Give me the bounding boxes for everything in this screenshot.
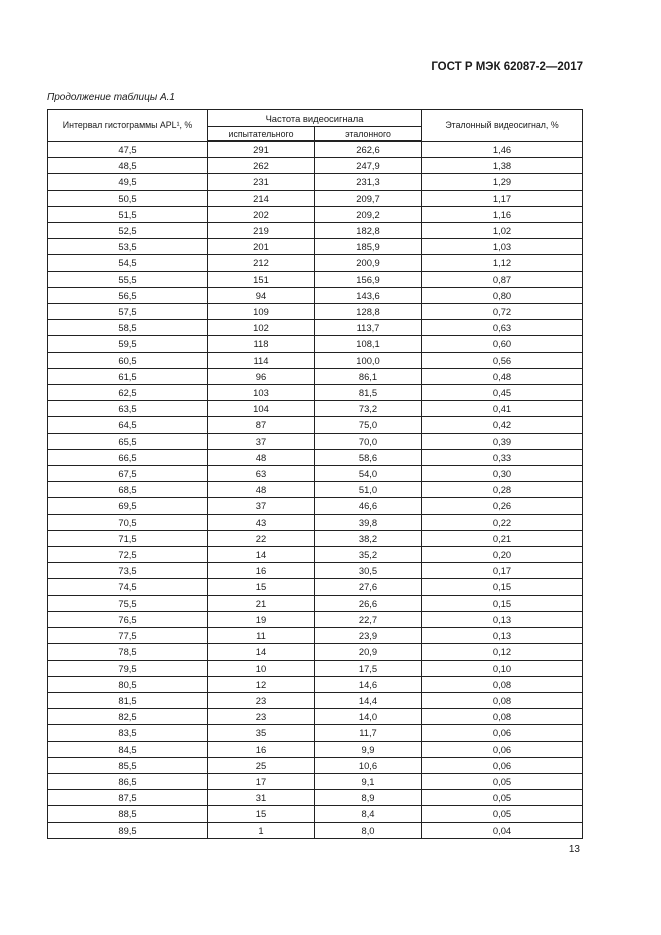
document-standard-header: ГОСТ Р МЭК 62087-2—2017 (431, 61, 583, 73)
table-row (48, 579, 583, 595)
cell-reference-frequency: 8,4 (315, 806, 422, 822)
cell-reference-frequency: 73,2 (315, 401, 422, 417)
cell-reference-signal: 1,38 (422, 158, 583, 174)
table-row (48, 725, 583, 741)
cell-reference-frequency: 51,0 (315, 482, 422, 498)
cell-interval: 58,5 (48, 320, 208, 336)
cell-reference-signal: 0,15 (422, 579, 583, 595)
cell-reference-frequency: 128,8 (315, 304, 422, 320)
cell-reference-signal: 0,20 (422, 547, 583, 563)
page-number: 13 (568, 844, 580, 855)
cell-reference-signal: 0,48 (422, 368, 583, 384)
cell-interval: 63,5 (48, 401, 208, 417)
cell-reference-frequency: 100,0 (315, 352, 422, 368)
cell-reference-signal: 0,56 (422, 352, 583, 368)
cell-reference-signal: 0,39 (422, 433, 583, 449)
cell-reference-frequency: 54,0 (315, 466, 422, 482)
cell-test-frequency: 202 (208, 206, 315, 222)
cell-test-frequency: 219 (208, 223, 315, 239)
cell-reference-signal: 0,06 (422, 741, 583, 757)
cell-reference-signal: 0,04 (422, 822, 583, 838)
cell-test-frequency: 48 (208, 482, 315, 498)
cell-reference-frequency: 14,0 (315, 709, 422, 725)
cell-test-frequency: 21 (208, 595, 315, 611)
header-reference-signal: Эталонный видеосигнал, % (422, 110, 583, 142)
table-row (48, 239, 583, 255)
cell-reference-frequency: 200,9 (315, 255, 422, 271)
cell-reference-frequency: 14,4 (315, 692, 422, 708)
cell-test-frequency: 48 (208, 449, 315, 465)
cell-reference-signal: 0,08 (422, 709, 583, 725)
cell-interval: 87,5 (48, 790, 208, 806)
cell-reference-frequency: 27,6 (315, 579, 422, 595)
cell-reference-frequency: 30,5 (315, 563, 422, 579)
cell-reference-signal: 0,10 (422, 660, 583, 676)
table-row (48, 741, 583, 757)
cell-interval: 66,5 (48, 449, 208, 465)
header-test: испытательного (208, 127, 315, 142)
cell-test-frequency: 87 (208, 417, 315, 433)
cell-test-frequency: 11 (208, 628, 315, 644)
table-row (48, 433, 583, 449)
cell-test-frequency: 35 (208, 725, 315, 741)
table-row (48, 806, 583, 822)
cell-test-frequency: 23 (208, 709, 315, 725)
table-row (48, 190, 583, 206)
histogram-table (47, 109, 583, 839)
table-row (48, 628, 583, 644)
cell-reference-frequency: 185,9 (315, 239, 422, 255)
cell-reference-frequency: 70,0 (315, 433, 422, 449)
cell-test-frequency: 201 (208, 239, 315, 255)
cell-reference-signal: 0,22 (422, 514, 583, 530)
cell-reference-signal: 0,12 (422, 644, 583, 660)
cell-reference-frequency: 10,6 (315, 757, 422, 773)
cell-reference-signal: 0,21 (422, 530, 583, 546)
cell-test-frequency: 109 (208, 304, 315, 320)
cell-test-frequency: 262 (208, 158, 315, 174)
cell-reference-signal: 0,63 (422, 320, 583, 336)
cell-interval: 81,5 (48, 692, 208, 708)
cell-test-frequency: 103 (208, 385, 315, 401)
cell-reference-signal: 0,08 (422, 676, 583, 692)
cell-reference-signal: 1,29 (422, 174, 583, 190)
cell-test-frequency: 1 (208, 822, 315, 838)
cell-interval: 52,5 (48, 223, 208, 239)
cell-interval: 88,5 (48, 806, 208, 822)
cell-test-frequency: 43 (208, 514, 315, 530)
cell-interval: 62,5 (48, 385, 208, 401)
cell-reference-frequency: 108,1 (315, 336, 422, 352)
cell-interval: 79,5 (48, 660, 208, 676)
table-row (48, 676, 583, 692)
cell-reference-frequency: 20,9 (315, 644, 422, 660)
table-row (48, 790, 583, 806)
cell-reference-signal: 0,72 (422, 304, 583, 320)
cell-reference-signal: 0,15 (422, 595, 583, 611)
cell-reference-signal: 0,26 (422, 498, 583, 514)
cell-reference-signal: 0,05 (422, 790, 583, 806)
cell-interval: 80,5 (48, 676, 208, 692)
table-row (48, 822, 583, 838)
table-row (48, 401, 583, 417)
cell-interval: 82,5 (48, 709, 208, 725)
cell-reference-frequency: 22,7 (315, 611, 422, 627)
table-row (48, 530, 583, 546)
cell-test-frequency: 17 (208, 773, 315, 789)
cell-interval: 84,5 (48, 741, 208, 757)
table-row (48, 417, 583, 433)
cell-interval: 73,5 (48, 563, 208, 579)
cell-interval: 55,5 (48, 271, 208, 287)
cell-interval: 70,5 (48, 514, 208, 530)
cell-interval: 47,5 (48, 141, 208, 158)
cell-interval: 76,5 (48, 611, 208, 627)
cell-interval: 78,5 (48, 644, 208, 660)
table-row (48, 368, 583, 384)
cell-reference-signal: 0,06 (422, 725, 583, 741)
cell-interval: 67,5 (48, 466, 208, 482)
cell-interval: 85,5 (48, 757, 208, 773)
cell-test-frequency: 16 (208, 563, 315, 579)
cell-test-frequency: 10 (208, 660, 315, 676)
cell-reference-frequency: 231,3 (315, 174, 422, 190)
table-row (48, 320, 583, 336)
cell-test-frequency: 37 (208, 498, 315, 514)
table-row (48, 287, 583, 303)
cell-interval: 65,5 (48, 433, 208, 449)
cell-reference-frequency: 11,7 (315, 725, 422, 741)
table-row (48, 255, 583, 271)
cell-reference-signal: 0,17 (422, 563, 583, 579)
cell-reference-signal: 0,80 (422, 287, 583, 303)
cell-interval: 59,5 (48, 336, 208, 352)
cell-test-frequency: 37 (208, 433, 315, 449)
cell-test-frequency: 118 (208, 336, 315, 352)
cell-reference-frequency: 81,5 (315, 385, 422, 401)
cell-test-frequency: 104 (208, 401, 315, 417)
cell-reference-signal: 0,42 (422, 417, 583, 433)
cell-interval: 53,5 (48, 239, 208, 255)
cell-interval: 64,5 (48, 417, 208, 433)
cell-reference-signal: 0,13 (422, 628, 583, 644)
cell-test-frequency: 63 (208, 466, 315, 482)
cell-reference-signal: 1,46 (422, 141, 583, 158)
cell-reference-signal: 0,08 (422, 692, 583, 708)
cell-interval: 77,5 (48, 628, 208, 644)
cell-test-frequency: 15 (208, 806, 315, 822)
cell-reference-signal: 0,41 (422, 401, 583, 417)
table-row (48, 563, 583, 579)
cell-test-frequency: 15 (208, 579, 315, 595)
cell-reference-signal: 0,33 (422, 449, 583, 465)
cell-reference-frequency: 8,9 (315, 790, 422, 806)
cell-reference-signal: 0,05 (422, 773, 583, 789)
cell-reference-frequency: 39,8 (315, 514, 422, 530)
header-reference: эталонного (315, 127, 422, 142)
cell-test-frequency: 114 (208, 352, 315, 368)
cell-interval: 68,5 (48, 482, 208, 498)
cell-test-frequency: 212 (208, 255, 315, 271)
table-row (48, 466, 583, 482)
cell-test-frequency: 151 (208, 271, 315, 287)
table-row (48, 174, 583, 190)
table-row (48, 595, 583, 611)
table-row (48, 611, 583, 627)
table-row (48, 449, 583, 465)
cell-reference-signal: 1,02 (422, 223, 583, 239)
cell-interval: 83,5 (48, 725, 208, 741)
cell-reference-frequency: 9,9 (315, 741, 422, 757)
cell-test-frequency: 25 (208, 757, 315, 773)
header-frequency: Частота видеосигнала (208, 110, 422, 127)
cell-reference-frequency: 86,1 (315, 368, 422, 384)
table-row (48, 385, 583, 401)
cell-reference-signal: 0,13 (422, 611, 583, 627)
table-row (48, 692, 583, 708)
table-row (48, 271, 583, 287)
cell-test-frequency: 16 (208, 741, 315, 757)
cell-reference-frequency: 23,9 (315, 628, 422, 644)
cell-test-frequency: 22 (208, 530, 315, 546)
cell-test-frequency: 214 (208, 190, 315, 206)
cell-interval: 51,5 (48, 206, 208, 222)
cell-test-frequency: 291 (208, 141, 315, 158)
cell-interval: 72,5 (48, 547, 208, 563)
cell-interval: 89,5 (48, 822, 208, 838)
cell-reference-frequency: 17,5 (315, 660, 422, 676)
cell-reference-signal: 1,16 (422, 206, 583, 222)
table-caption: Продолжение таблицы А.1 (47, 92, 175, 103)
cell-reference-signal: 0,60 (422, 336, 583, 352)
cell-test-frequency: 19 (208, 611, 315, 627)
cell-interval: 50,5 (48, 190, 208, 206)
table-row (48, 482, 583, 498)
table-row (48, 352, 583, 368)
cell-reference-frequency: 143,6 (315, 287, 422, 303)
cell-test-frequency: 94 (208, 287, 315, 303)
table-row (48, 206, 583, 222)
cell-reference-frequency: 209,7 (315, 190, 422, 206)
table-body (48, 141, 583, 838)
cell-test-frequency: 14 (208, 644, 315, 660)
cell-reference-frequency: 26,6 (315, 595, 422, 611)
cell-reference-signal: 1,17 (422, 190, 583, 206)
cell-reference-frequency: 8,0 (315, 822, 422, 838)
cell-reference-signal: 0,87 (422, 271, 583, 287)
cell-reference-signal: 0,28 (422, 482, 583, 498)
cell-interval: 49,5 (48, 174, 208, 190)
cell-interval: 69,5 (48, 498, 208, 514)
table-row (48, 304, 583, 320)
table-row (48, 773, 583, 789)
table-row (48, 336, 583, 352)
cell-reference-frequency: 35,2 (315, 547, 422, 563)
table-row (48, 644, 583, 660)
cell-reference-frequency: 14,6 (315, 676, 422, 692)
cell-interval: 71,5 (48, 530, 208, 546)
cell-interval: 75,5 (48, 595, 208, 611)
table-row (48, 757, 583, 773)
cell-reference-frequency: 247,9 (315, 158, 422, 174)
table-row (48, 158, 583, 174)
cell-test-frequency: 96 (208, 368, 315, 384)
table-row (48, 141, 583, 158)
cell-reference-frequency: 75,0 (315, 417, 422, 433)
cell-reference-frequency: 38,2 (315, 530, 422, 546)
cell-reference-signal: 0,06 (422, 757, 583, 773)
cell-reference-signal: 1,03 (422, 239, 583, 255)
cell-interval: 48,5 (48, 158, 208, 174)
cell-reference-signal: 0,45 (422, 385, 583, 401)
cell-reference-frequency: 182,8 (315, 223, 422, 239)
table-row (48, 223, 583, 239)
cell-interval: 60,5 (48, 352, 208, 368)
cell-reference-frequency: 113,7 (315, 320, 422, 336)
table-row (48, 547, 583, 563)
table-row (48, 514, 583, 530)
cell-interval: 61,5 (48, 368, 208, 384)
table-row (48, 498, 583, 514)
cell-test-frequency: 23 (208, 692, 315, 708)
cell-interval: 57,5 (48, 304, 208, 320)
table-row (48, 709, 583, 725)
cell-interval: 74,5 (48, 579, 208, 595)
cell-test-frequency: 14 (208, 547, 315, 563)
cell-reference-frequency: 9,1 (315, 773, 422, 789)
header-interval: Интервал гистограммы APL¹, % (48, 110, 208, 142)
cell-interval: 56,5 (48, 287, 208, 303)
cell-reference-frequency: 209,2 (315, 206, 422, 222)
cell-reference-signal: 0,05 (422, 806, 583, 822)
cell-reference-frequency: 262,6 (315, 141, 422, 158)
cell-reference-frequency: 58,6 (315, 449, 422, 465)
cell-reference-frequency: 46,6 (315, 498, 422, 514)
cell-interval: 86,5 (48, 773, 208, 789)
cell-test-frequency: 231 (208, 174, 315, 190)
cell-reference-signal: 1,12 (422, 255, 583, 271)
cell-interval: 54,5 (48, 255, 208, 271)
cell-test-frequency: 12 (208, 676, 315, 692)
cell-reference-signal: 0,30 (422, 466, 583, 482)
cell-reference-frequency: 156,9 (315, 271, 422, 287)
table-row (48, 660, 583, 676)
cell-test-frequency: 102 (208, 320, 315, 336)
cell-test-frequency: 31 (208, 790, 315, 806)
